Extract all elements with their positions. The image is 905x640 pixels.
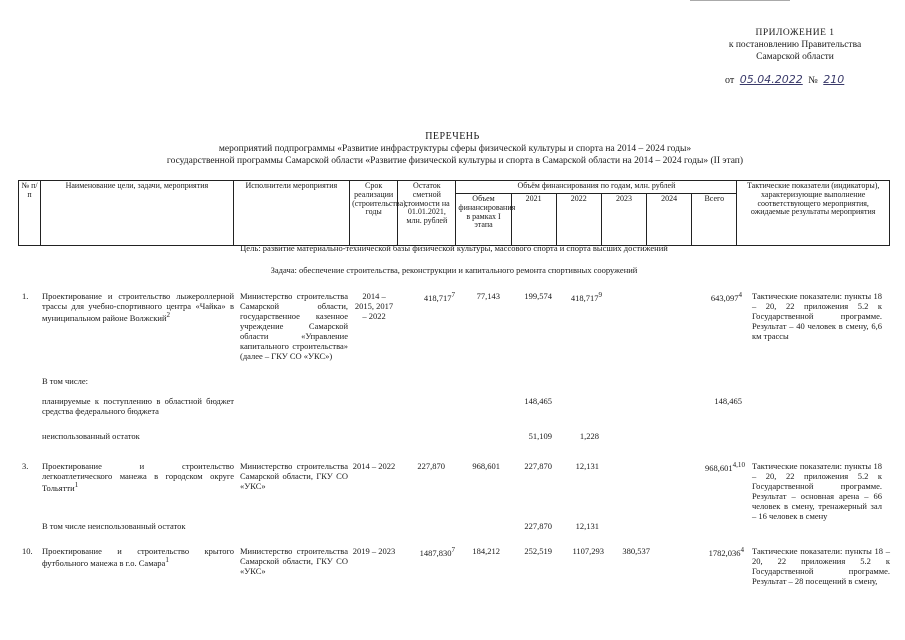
header-stage1: Объем финансирования в рамках I этапа [456,194,511,246]
row-remainder: 227,870 [417,461,445,471]
header-total: Всего [692,194,737,246]
row-name: неиспользованный остаток [42,431,140,441]
task-line: Задача: обеспечение строительства, реконструкции и капитального ремонта спортивных сооружений [270,265,638,275]
header-indicators: Тактические показатели (индикаторы), характеризующие выполнение соответствующего мероприятия, ожидаемые результаты мероприятия [737,181,890,246]
document-title: ПЕРЕЧЕНЬ [425,131,480,142]
row-2022: 418,717$^9$ [570,291,602,303]
row-2023: 380,537 [622,546,650,556]
appendix-title: ПРИЛОЖЕНИЕ 1 [755,28,835,38]
row-number: 3. [22,461,29,471]
row-total: 968,601$^{4,10}$ [704,461,745,473]
header-executors: Исполнители мероприятия [233,181,349,246]
header-funding-group: Объём финансирования по годам, млн. рублей [456,181,737,194]
row-term: 2014 – 2015, 2017 – 2022 [354,291,394,322]
appendix-line-2: к постановлению Правительства [728,39,862,50]
header-2023: 2023 [601,194,646,246]
appendix-line-3: Самарской области [756,51,834,62]
row-stage1: 184,212 [472,546,500,556]
goal-line: Цель: развитие материально-технической базы физической культуры, массового спорта и спорта высших достижений [240,243,668,253]
subtitle-line-1: мероприятий подпрограммы «Развитие инфраструктуры сферы физической культуры и спорта на 2014 – 2024 годы» [218,144,692,154]
header-remainder: Остаток сметной стоимости на 01.01.2021, млн. рублей [398,181,456,246]
row-total: 643,097$^4$ [710,291,742,303]
row-term: 2019 – 2023 [352,546,396,556]
row-term: 2014 – 2022 [352,461,396,471]
row-name: Проектирование и строительство крытого футбольного манежа в г.о. Самара$^1$ [42,546,234,568]
number-prefix: № [808,75,818,86]
row-total: 148,465 [714,396,742,406]
header-term: Срок реализации (строительства), годы [350,181,398,246]
row-remainder: 1487,830$^7$ [419,546,455,558]
row-executors: Министерство строительства Самарской области, ГКУ СО «УКС» [240,546,348,577]
handwritten-date: 05.04.2022 [739,73,803,86]
row-2021: 148,465 [524,396,552,406]
row-total: 1782,036$^4$ [708,546,744,558]
row-remainder: 418,717$^7$ [423,291,455,303]
date-prefix: от [725,75,735,86]
header-2022: 2022 [556,194,601,246]
row-executors: Министерство строительства Самарской области, ГКУ СО «УКС» [240,461,348,492]
row-2022: 1107,293 [572,546,604,556]
header-num: № п/п [19,181,41,246]
row-2021: 51,109 [528,431,552,441]
row-2021: 227,870 [524,461,552,471]
decree-date-line [725,74,847,87]
document-subtitle [60,143,850,168]
subtitle-line-2: государственной программы Самарской области «Развитие физической культуры и спорта в Самарской области на 2014 – 2024 годы» (II этап) [166,156,744,167]
row-2022: 12,131 [575,461,599,471]
subrow-label: В том числе: [42,376,88,386]
row-indicators: Тактические показатели: пункты 18 – 20, 22 приложения 5.2 к Государственной программе. Результат – 40 человек в смену, 6,6 км трассы [752,291,882,342]
row-name: В том числе неиспользованный остаток [42,521,186,531]
row-indicators: Тактические показатели: пункты 18 – 20, 22 приложения 5.2 к Государственной программе. Результат – основная арена – 66 человек в смену, тренажерный зал – 16 человек в смену [752,461,882,522]
row-number: 1. [22,291,29,301]
row-number: 10. [22,546,33,556]
appendix-header [700,28,890,64]
row-stage1: 968,601 [472,461,500,471]
row-name: Проектирование и строительство легкоатлетического манежа в городском округе Тольятти$^1$ [42,461,234,493]
row-2021: 227,870 [524,521,552,531]
row-stage1: 77,143 [476,291,500,301]
top-edge-line [690,0,790,2]
row-2021: 252,519 [524,546,552,556]
handwritten-number: 210 [823,73,845,86]
header-2024: 2024 [647,194,692,246]
row-name: Проектирование и строительство лыжероллерной трассы для учебно-спортивного центра «Чайка» в муниципальном районе Волжский$^2$ [42,291,234,323]
row-2021: 199,574 [524,291,552,301]
row-indicators: Тактические показатели: пункты 18 – 20, 22 приложения 5.2 к Государственной программе. Результат – 28 посещений в смену, [752,546,890,587]
table-header [18,180,890,246]
row-2022: 12,131 [575,521,599,531]
row-2022: 1,228 [579,431,599,441]
row-name: планируемые к поступлению в областной бюджет средства федерального бюджета [42,396,234,417]
header-2021: 2021 [511,194,556,246]
header-name: Наименование цели, задачи, мероприятия [41,181,234,246]
row-executors: Министерство строительства Самарской области, государственное казенное учреждение Самарской области «Управление капитального строительства» (далее – ГКУ СО «УКС») [240,291,348,362]
